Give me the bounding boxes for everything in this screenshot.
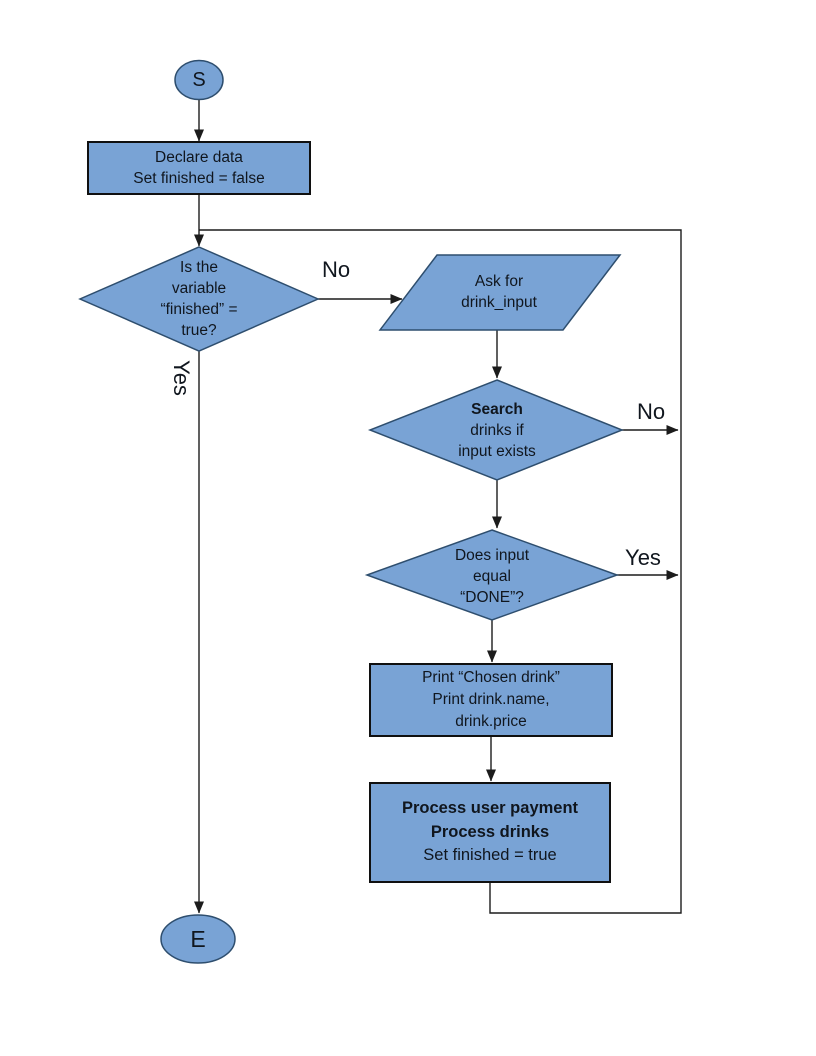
text-line: Process user payment (401, 799, 579, 818)
done-yes-edge-label: Yes (625, 545, 661, 570)
text-line: Is the (180, 259, 218, 276)
finished-yes-edge-label: Yes (169, 360, 194, 396)
declare-node-text (88, 142, 310, 194)
payment-node-text (370, 783, 610, 882)
start-terminal-label: S (192, 68, 206, 91)
text-line: “DONE”? (460, 588, 524, 606)
text-line: drink_input (461, 294, 537, 311)
ask-input-node-text (419, 270, 579, 314)
print-node-text (370, 664, 612, 736)
text-line: Print “Chosen drink” (422, 669, 560, 686)
text-line: equal (473, 567, 511, 585)
text-line: Search (471, 400, 523, 418)
finished-check-node-text (119, 256, 279, 342)
done-check-node-text (412, 543, 572, 609)
search-no-edge-label: No (636, 399, 666, 424)
text-line: true? (181, 322, 217, 339)
text-line: Process drinks (430, 822, 550, 841)
text-line: drink.price (455, 713, 527, 730)
text-line: “finished” = (160, 301, 238, 318)
text-line: variable (171, 280, 227, 297)
text-line: drinks if (470, 421, 524, 439)
text-line: Set finished = false (133, 170, 265, 187)
text-line: Does input (454, 546, 530, 564)
text-line: Ask for (474, 273, 524, 290)
search-node-text (417, 397, 577, 463)
end-terminal-label: E (190, 925, 206, 952)
finished-no-edge-label: No (321, 257, 351, 282)
text-line: input exists (458, 442, 536, 460)
text-line: Set finished = true (423, 846, 557, 865)
text-line: Print drink.name, (432, 691, 550, 708)
text-line: Declare data (155, 149, 243, 166)
